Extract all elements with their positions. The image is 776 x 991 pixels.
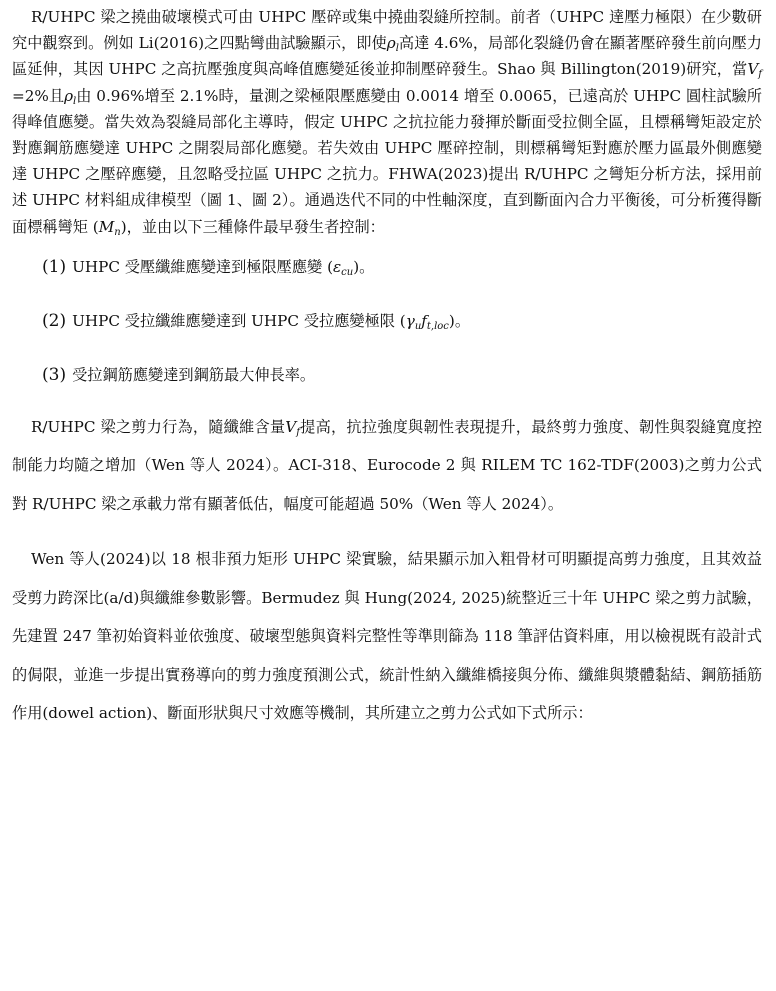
condition-item-2 bbox=[12, 294, 762, 348]
mn-symbol: $M_n$ bbox=[98, 217, 121, 238]
rho-l-symbol-2: $\rho_l$ bbox=[64, 86, 77, 107]
condition-number: (2) bbox=[42, 310, 67, 331]
condition-text: 受拉鋼筋應變達到鋼筋最大伸長率。 bbox=[72, 365, 316, 384]
paragraph-1-text-2: 高達 4.6%，局部化裂縫仍會在顯著壓碎發生前向壓力區延伸，其因 UHPC 之高抗壓強度與高峰值應變延後並抑制壓碎發生。Shao 與 Billington(2019)研究，當 bbox=[12, 34, 762, 79]
paragraph-flexural-failure bbox=[12, 0, 762, 240]
condition-tail: )。 bbox=[353, 257, 375, 276]
paragraph-1-text-4: 由 0.96%增至 2.1%時，量測之梁極限壓應變由 0.0014 增至 0.0065，已遠高於 UHPC 圓柱試驗所得峰值應變。當失效為裂縫局部化主導時，假定 UHPC 之抗拉能力發揮於斷面受拉側全區，且標稱彎矩設定於對應鋼筋應變達 UHPC 之開裂局部化應變。若失效由 UHPC 壓碎控制，則標稱彎矩對應於壓力區最外側應變達 UHPC 之壓碎應變，且忽略受拉區 UHPC 之抗力。FHWA(2023)提出 R/UHPC 之彎矩分析方法，採用前述 UHPC 材料組成律模型（圖 1、圖 2）。通過迭代不同的中性軸深度，直到斷面內合力平衡後，可分析獲得斷面標稱彎矩 ( bbox=[12, 86, 762, 236]
paragraph-shear-behavior bbox=[12, 408, 762, 524]
rho-l-symbol: $\rho_l$ bbox=[386, 34, 399, 55]
condition-item-3 bbox=[12, 348, 762, 402]
paragraph-2-text-2: 提高，抗拉強度與韌性表現提升，最終剪力強度、韌性與裂縫寬度控制能力均隨之增加（Wen 等人 2024）。ACI-318、Eurocode 2 與 RILEM TC 162-TDF(2003)之剪力公式對 R/UHPC 梁之承載力常有顯著低估，幅度可能超過 50%（Wen 等人 2024）。 bbox=[12, 417, 763, 513]
paragraph-1-text-3: =2%且 bbox=[12, 86, 65, 105]
vf-symbol-2: $V_f$ bbox=[285, 417, 300, 438]
paragraph-1-text-5: )，並由以下三種條件最早發生者控制： bbox=[120, 217, 385, 236]
paragraph-shear-tests: Wen 等人(2024)以 18 根非預力矩形 UHPC 梁實驗，結果顯示加入粗骨材可明顯提高剪力強度，且其效益受剪力跨深比(a/d)與纖維參數影響。Bermudez 與 Hung(2024, 2025)統整近三十年 UHPC 梁之剪力試驗，先建置 247 筆初始資料並依強度、破壞型態與資料完整性等準則篩為 118 筆評估資料庫，用以檢視既有設計式的侷限，並進一步提出實務導向的剪力強度預測公式，統計性納入纖維橋接與分佈、纖維與漿體黏結、鋼筋插筋作用(dowel action)、斷面形狀與尺寸效應等機制，其所建立之剪力公式如下式所示： bbox=[12, 550, 762, 723]
condition-number: (3) bbox=[42, 364, 67, 385]
gamma-u-ft-loc-symbol: $\gamma_uf_{t,loc}$ bbox=[405, 311, 449, 332]
paragraph-2-text-1: R/UHPC 梁之剪力行為，隨纖維含量 bbox=[31, 417, 286, 436]
condition-tail: )。 bbox=[448, 311, 471, 330]
paragraph-1-text-1: R/UHPC 梁之撓曲破壞模式可由 UHPC 壓碎或集中撓曲裂縫所控制。前者（UHPC 達壓力極限）在少數研究中觀察到。例如 Li(2016)之四點彎曲試驗顯示，即使 bbox=[12, 8, 762, 53]
vf-symbol: $V_f$ bbox=[747, 60, 762, 81]
epsilon-cu-symbol: $\varepsilon_{cu}$ bbox=[333, 257, 354, 278]
condition-number: (1) bbox=[42, 256, 67, 277]
condition-text: UHPC 受拉纖維應變達到 UHPC 受拉應變極限 ( bbox=[72, 311, 406, 330]
condition-item-1 bbox=[12, 240, 762, 294]
failure-conditions-list bbox=[12, 240, 762, 402]
condition-text: UHPC 受壓纖維應變達到極限壓應變 ( bbox=[72, 257, 333, 276]
